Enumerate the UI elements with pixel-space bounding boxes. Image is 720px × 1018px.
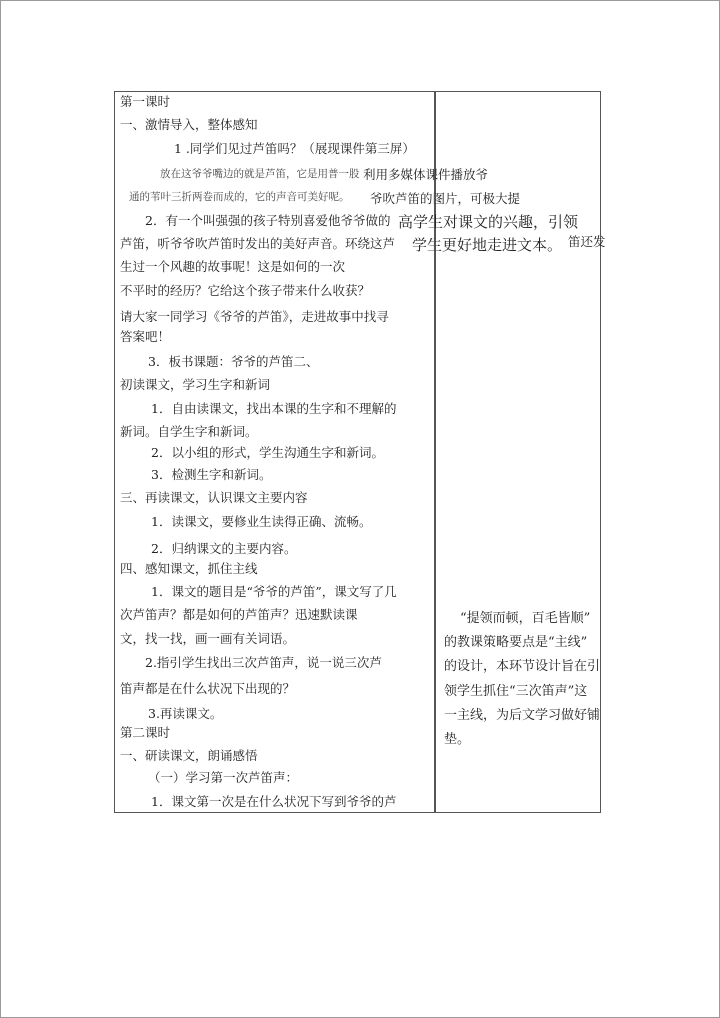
overflow-text-line: 笛还发 (568, 234, 606, 249)
design-note-line: 一主线，为后文学习做好铺 (444, 708, 601, 723)
paragraph-line: 2．归纳课文的主要内容。 (151, 541, 297, 556)
paragraph-line: 2．有一个叫强强的孩子特别喜爱他爷爷做的 (145, 213, 391, 228)
design-note-line: “提领而顿，百毛皆顺” (460, 611, 591, 626)
lesson-1-heading: 第一课时 (120, 94, 171, 109)
paragraph-line: 1．自由读课文，找出本课的生字和不理解的 (151, 401, 397, 416)
paragraph-line: 次芦笛声？都是如何的芦笛声？迅速默读课 (120, 607, 358, 622)
overflow-text-line: 爷吹芦笛的图片，可极大提 (370, 191, 521, 206)
column-divider (434, 91, 435, 813)
design-note-line: 垫。 (444, 732, 471, 747)
lesson-2-heading: 第二课时 (120, 725, 171, 740)
paragraph-line: 1．课文的题目是“爷爷的芦笛”，课文写了几 (151, 584, 397, 599)
paragraph-line: 不平时的经历？它给这个孩子带来什么收获？ (120, 283, 371, 298)
paragraph-line: 2.指引学生找出三次芦笛声，说一说三次芦 (145, 655, 382, 670)
paragraph-line: 2．以小组的形式，学生沟通生字和新词。 (151, 445, 384, 460)
section-heading: 三、再读课文，认识课文主要内容 (120, 490, 308, 505)
paragraph-line: 答案吧！ (120, 329, 171, 344)
paragraph-line: 放在这爷爷嘴边的就是芦笛，它是用普一股 (160, 168, 360, 180)
design-note-line: 的教课策略要点是“主线” (444, 635, 588, 650)
paragraph-line: 3.再读课文。 (148, 706, 223, 721)
section-heading: 四、感知课文，抓住主线 (120, 561, 258, 576)
paragraph-line: 1 .同学们见过芦笛吗？（展现课件第三屏） (174, 141, 415, 156)
overflow-text-line: 学生更好地走进文本。 (412, 236, 563, 254)
section-heading: 初读课文，学习生字和新词 (120, 377, 271, 392)
paragraph-line: 芦笛，听爷爷吹芦笛时发出的美好声音。环绕这芦 (120, 236, 396, 251)
paragraph-line: 3．板书课题：爷爷的芦笛二、 (148, 354, 319, 369)
section-heading: 一、研读课文，朗诵感悟 (120, 748, 258, 763)
paragraph-line: 文，找一找，画一画有关词语。 (120, 631, 296, 646)
paragraph-line: 新词。自学生字和新词。 (120, 424, 258, 439)
paragraph-line: 1．课文第一次是在什么状况下写到爷爷的芦 (151, 794, 397, 809)
paragraph-line: 笛声都是在什么状况下出现的？ (120, 681, 296, 696)
paragraph-line: （一）学习第一次芦笛声： (148, 770, 299, 785)
paragraph-line: 通的苇叶三折两卷而成的，它的声音可美好呢。 (129, 191, 350, 203)
paragraph-line: 请大家一同学习《爷爷的芦笛》，走进故事中找寻 (120, 309, 389, 324)
overflow-text-line: 利用多媒体课件播放爷 (363, 167, 489, 182)
design-note-line: 领学生抓住“三次笛声”这 (444, 684, 588, 699)
section-heading: 一、激情导入，整体感知 (120, 117, 258, 132)
paragraph-line: 生过一个风趣的故事呢！这是如何的一次 (120, 259, 346, 274)
paragraph-line: 1．读课文，要修业生读得正确、流畅。 (151, 514, 372, 529)
design-note-line: 的设计，本环节设计旨在引 (444, 659, 601, 674)
paragraph-line: 3．检测生字和新词。 (151, 467, 272, 482)
overflow-text-line: 高学生对课文的兴趣，引领 (398, 213, 579, 231)
